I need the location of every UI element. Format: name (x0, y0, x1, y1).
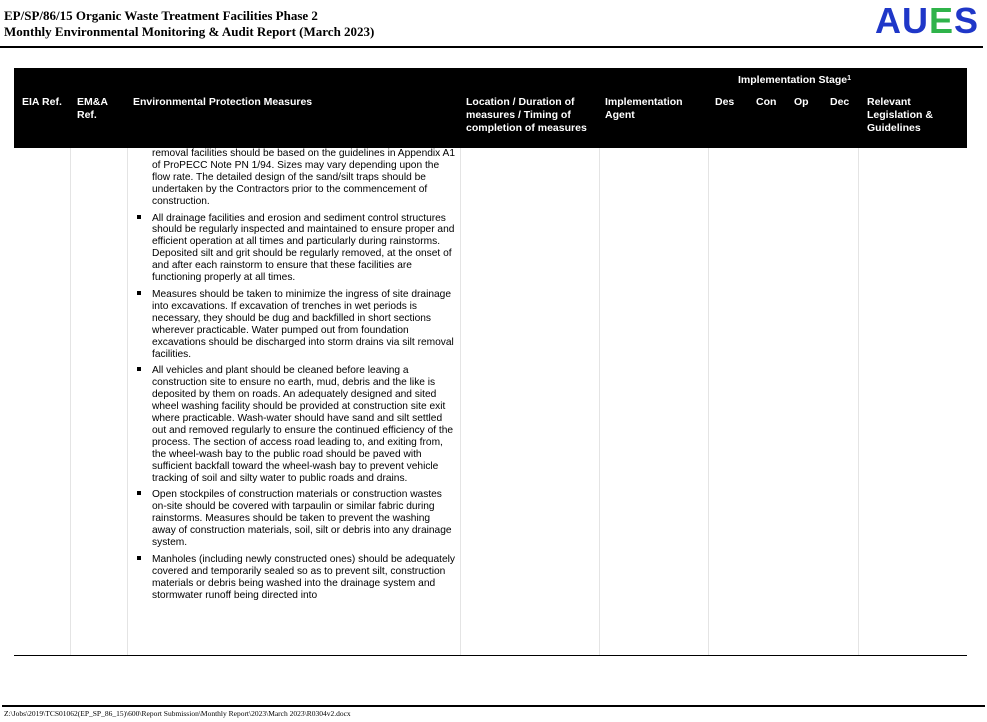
measure-bullet (137, 554, 455, 602)
report-title (4, 8, 374, 40)
column-header-implementation-stage (722, 74, 867, 87)
measure-text: Open stockpiles of construction materials or construction wastes on-site should be covered with tarpaulin or similar fabric during rainstorms. Measures should be taken to prevent the washing away of construction materials, soil, silt or debris into any drainage system. (152, 489, 452, 549)
table-bottom-border (14, 655, 967, 656)
measure-text: All drainage facilities and erosion and sediment control structures should be regularly inspected and maintained to ensure proper and efficient operation at all times and particularly during rainstorms. Deposited silt and grit should be regularly removed, at the onset of and after each rainstorm to ensure that these facilities are functioning properly at all times. (152, 212, 455, 284)
aues-logo: AUES (874, 0, 979, 41)
measure-text: All vehicles and plant should be cleaned before leaving a construction site to ensure no earth, mud, debris and the like is deposited by them on roads. An adequately designed and sited wheel washing facility should be provided at construction site exit where practicable. Wash-water should have sand and silt settled out and removed regularly to ensure the continued efficiency of the process. The section of access road leading to, and exiting from, the wheel-wash bay to the public road should be paved with sufficient backfall toward the wheel-wash bay to prevent vehicle tracking of soil and silty water to public roads and drains. (152, 365, 454, 484)
page-header (4, 0, 983, 46)
bullet-icon (137, 556, 141, 560)
bullet-icon (137, 491, 141, 495)
column-header-eia-ref: EIA Ref. (22, 96, 62, 108)
column-divider (858, 148, 859, 656)
column-divider (460, 148, 461, 656)
footer-divider (2, 705, 985, 707)
column-header-legislation: Relevant Legislation & Guidelines (867, 96, 933, 134)
measure-bullet (137, 289, 455, 360)
measure-bullet (137, 365, 455, 484)
continued-paragraph: removal facilities should be based on the guidelines in Appendix A1 of ProPECC Note PN 1/94. Sizes may vary depending upon the flow rate. The detailed design of the sand/silt traps should be undertaken by the Contractors prior to the commencement of construction. (152, 148, 455, 207)
column-header-con: Con (756, 96, 777, 108)
measure-text: Measures should be taken to minimize the ingress of site drainage into excavations. If excavation of trenches in wet periods is necessary, they should be dug and backfilled in short sections wherever practicable. Water pumped out from foundation excavations should be discharged into storm drains via silt removal facilities. (152, 288, 454, 360)
column-divider (708, 148, 709, 656)
table-header (14, 68, 967, 148)
column-header-dec: Dec (830, 96, 850, 108)
header-divider (0, 46, 983, 48)
bullet-icon (137, 367, 141, 371)
implementation-stage-label: Implementation Stage (737, 74, 848, 86)
column-header-agent: Implementation Agent (605, 96, 683, 121)
measure-text: Manholes (including newly constructed ones) should be adequately covered and temporarily sealed so as to prevent silt, construction materials or debris being washed into the drainage system and stormwater runoff being directed into (152, 554, 455, 601)
column-header-measures: Environmental Protection Measures (133, 96, 313, 108)
bullet-icon (137, 291, 141, 295)
column-header-ema-ref: EM&A Ref. (77, 96, 108, 121)
bullet-icon (137, 215, 141, 219)
document-file-path: Z:\Jobs\2019\TCS01062(EP_SP_86_15)\600\Report Submission\Monthly Report\2023\March 2023\R0304v2.docx (4, 709, 351, 718)
column-header-op: Op (794, 96, 809, 108)
measure-bullet (137, 489, 455, 549)
column-divider (127, 148, 128, 656)
column-header-des: Des (715, 96, 735, 108)
column-divider (599, 148, 600, 656)
report-title-line2: Monthly Environmental Monitoring & Audit Report (March 2023) (4, 24, 375, 39)
measure-bullet (137, 213, 455, 284)
column-divider (70, 148, 71, 656)
report-title-line1: EP/SP/86/15 Organic Waste Treatment Facilities Phase 2 (4, 8, 318, 23)
footnote-marker: 1 (847, 75, 851, 82)
measures-cell (137, 148, 455, 607)
column-header-location: Location / Duration of measures / Timing of completion of measures (466, 96, 587, 134)
